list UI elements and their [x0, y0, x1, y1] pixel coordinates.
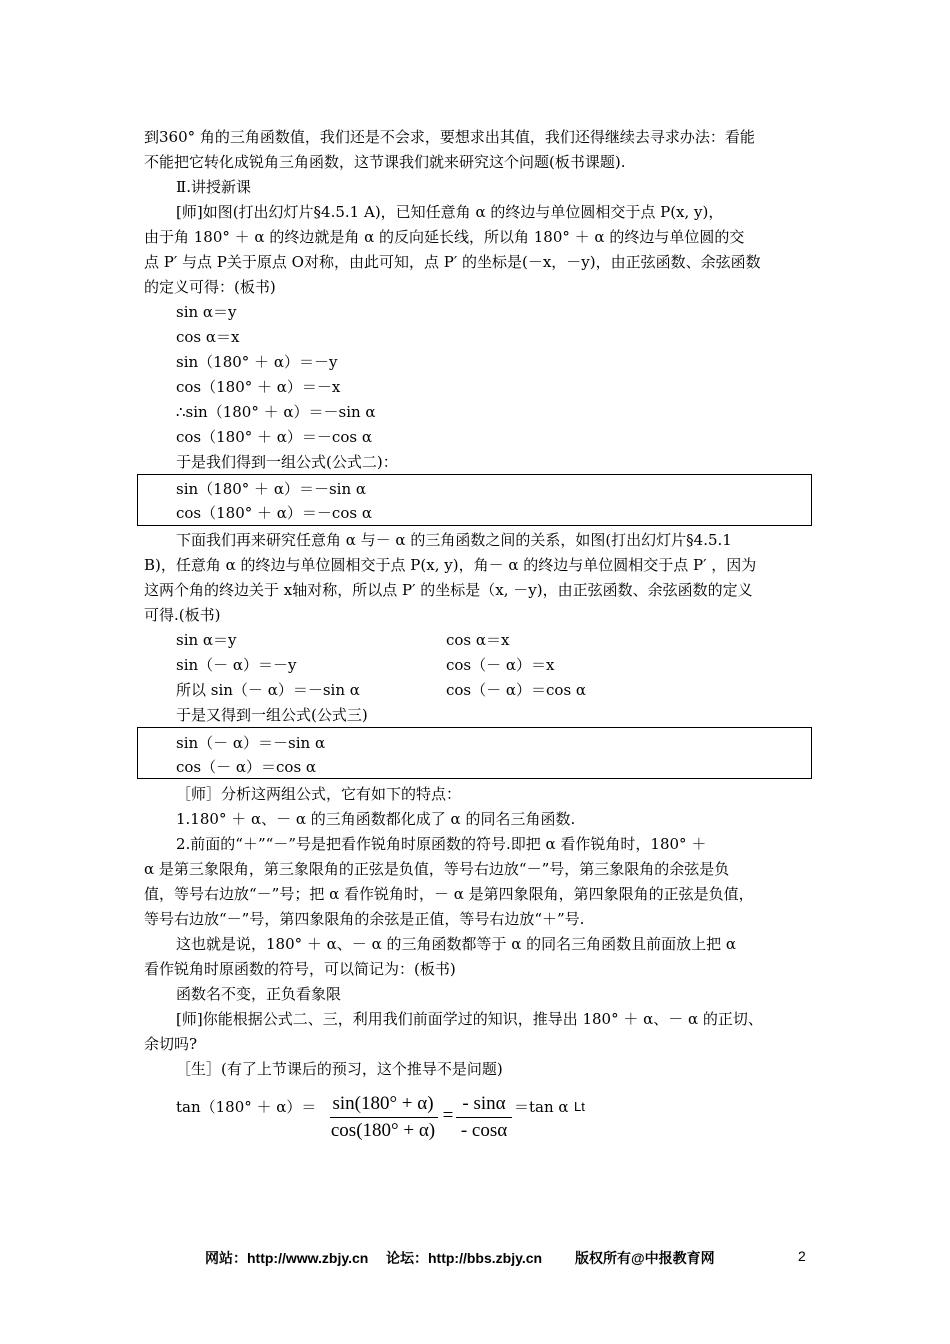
formula-right: cos（－ α）＝cos α	[446, 681, 587, 699]
paragraph-line: ［生］(有了上节课后的预习，这个推导不是问题)	[176, 1060, 503, 1078]
paragraph-line: 等号右边放“－”号，第四象限角的余弦是正值，等号右边放“＋”号.	[144, 910, 585, 928]
stray-mark: Lt	[574, 1099, 585, 1114]
boxed-formula: sin（－ α）＝－sin α	[176, 734, 326, 752]
paragraph-line: [师]如图(打出幻灯片§4.5.1 A)，已知任意角 α 的终边与单位圆相交于点 P(x, y)，	[176, 203, 724, 221]
paragraph-line: ［师］分析这两组公式，它有如下的特点：	[176, 785, 462, 803]
paragraph-line: 函数名不变，正负看象限	[176, 985, 342, 1003]
paragraph-line: 看作锐角时原函数的符号，可以简记为：(板书)	[144, 960, 456, 978]
fraction-bar	[456, 1117, 512, 1118]
paragraph-line: 这也就是说，180° ＋ α、－ α 的三角函数都等于 α 的同名三角函数且前面放上把 α	[176, 935, 737, 953]
paragraph-line: 由于角 180° ＋ α 的终边就是角 α 的反向延长线，所以角 180° ＋ α 的终边与单位圆的交	[144, 228, 745, 246]
paragraph-line: 这两个角的终边关于 x轴对称，所以点 P′ 的坐标是（x, －y)，由正弦函数、余弦函数的定义	[144, 581, 753, 599]
paragraph-line: 于是我们得到一组公式(公式二)：	[176, 453, 398, 471]
paragraph-line: α 是第三象限角，第三象限角的正弦是负值，等号右边放“－”号，第三象限角的余弦是负	[144, 860, 730, 878]
boxed-formula: cos（－ α）＝cos α	[176, 758, 317, 776]
footer-copyright: 版权所有@中报教育网	[575, 1250, 715, 1266]
fraction-denominator: - cosα	[460, 1120, 508, 1141]
footer-website-link[interactable]: 网站：http://www.zbjy.cn	[205, 1250, 369, 1266]
paragraph-line: 不能把它转化成锐角三角函数，这节课我们就来研究这个问题(板书课题).	[144, 153, 626, 171]
paragraph-line: 的定义可得：(板书)	[144, 278, 276, 296]
equals-sign: =	[442, 1105, 454, 1126]
formula-left: 所以 sin（－ α）＝－sin α	[176, 681, 360, 699]
paragraph-line: 点 P′ 与点 P关于原点 O对称，由此可知，点 P′ 的坐标是(－x，－y)，由正弦函数、余弦函数	[144, 253, 761, 271]
paragraph-line: 值，等号右边放“－”号；把 α 看作锐角时，－ α 是第四象限角，第四象限角的正弦是负值，	[144, 885, 754, 903]
boxed-formula: sin（180° ＋ α）＝－sin α	[176, 480, 367, 498]
section-heading: Ⅱ.讲授新课	[176, 178, 251, 196]
paragraph-line: 于是又得到一组公式(公式三)	[176, 706, 368, 724]
formula-line: cos α＝x	[176, 328, 240, 346]
formula-right: cos（－ α）＝x	[446, 656, 555, 674]
paragraph-line: 下面我们再来研究任意角 α 与－ α 的三角函数之间的关系，如图(打出幻灯片§4.5.1	[176, 531, 732, 549]
formula-line: ∴sin（180° ＋ α）＝－sin α	[176, 403, 376, 421]
footer-forum-link[interactable]: 论坛：http://bbs.zbjy.cn	[386, 1250, 543, 1266]
tan-formula-lhs: tan（180° ＋ α）＝	[176, 1098, 317, 1116]
formula-line: cos（180° ＋ α）＝－cos α	[176, 428, 372, 446]
paragraph-line: 可得.(板书)	[144, 606, 221, 624]
fraction-denominator: cos(180° + α)	[330, 1120, 436, 1141]
formula-line: sin（180° ＋ α）＝－y	[176, 353, 338, 371]
paragraph-line: 余切吗?	[144, 1035, 198, 1053]
formula-left: sin（－ α）＝－y	[176, 656, 297, 674]
fraction-bar	[330, 1117, 438, 1118]
paragraph-line: B)，任意角 α 的终边与单位圆相交于点 P(x, y)，角－ α 的终边与单位圆相交于点 P′ ，因为	[144, 556, 757, 574]
paragraph-line: [师]你能根据公式二、三，利用我们前面学过的知识，推导出 180° ＋ α、－ α 的正切、	[176, 1010, 763, 1028]
fraction-numerator: sin(180° + α)	[332, 1093, 434, 1114]
page-number: 2	[798, 1248, 806, 1264]
formula-line: cos（180° ＋ α）＝－x	[176, 378, 341, 396]
boxed-formula: cos（180° ＋ α）＝－cos α	[176, 504, 372, 522]
formula-line: sin α＝y	[176, 303, 237, 321]
formula-right: cos α＝x	[446, 631, 510, 649]
paragraph-line: 2.前面的“＋”“－”号是把看作锐角时原函数的符号.即把 α 看作锐角时，180° ＋	[176, 835, 707, 853]
tan-formula-rhs: ＝tan α	[514, 1098, 569, 1116]
fraction-numerator: - sinα	[462, 1093, 506, 1114]
formula-left: sin α＝y	[176, 631, 237, 649]
paragraph-line: 到360° 角的三角函数值，我们还是不会求，要想求出其值，我们还得继续去寻求办法：看能	[144, 128, 755, 146]
paragraph-line: 1.180° ＋ α、－ α 的三角函数都化成了 α 的同名三角函数.	[176, 810, 576, 828]
